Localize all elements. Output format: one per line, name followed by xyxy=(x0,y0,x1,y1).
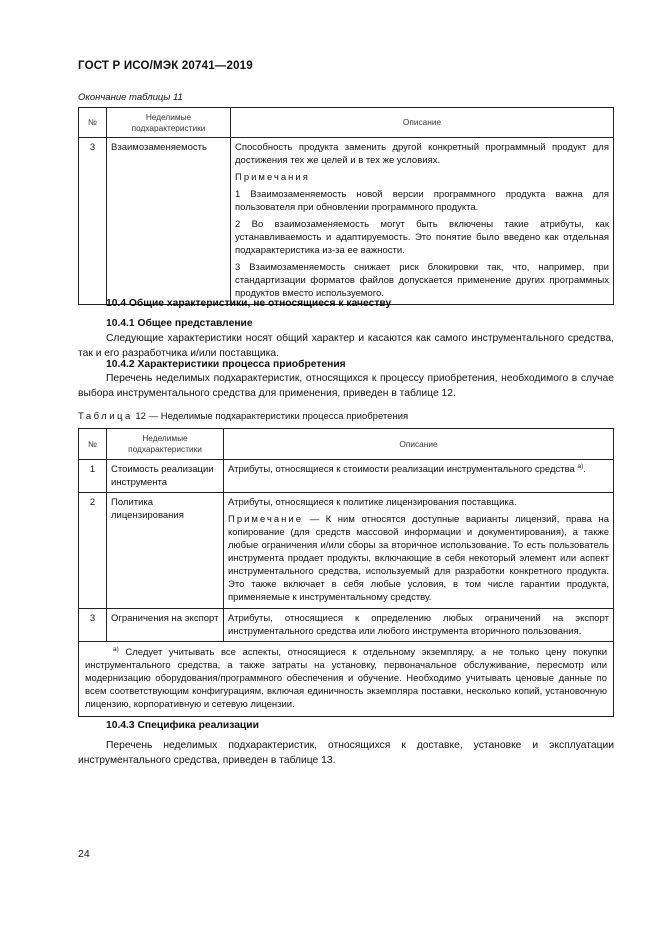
table-footnote xyxy=(79,642,614,717)
table-row xyxy=(79,138,614,305)
table-row xyxy=(79,493,614,609)
note-1: 1 Взаимозаменяемость новой версии программного продукта важна для пользователя при обновлении программного продукта. xyxy=(235,189,609,213)
section-10-4-1-text: Следующие характеристики носят общий характер и касаются как самого инструментального средства, так и его разработчика и/или поставщика. xyxy=(78,333,614,359)
table-12 xyxy=(78,428,614,717)
row-number: 3 xyxy=(79,609,107,642)
table-row xyxy=(79,609,614,642)
column-header-num: № xyxy=(79,429,107,460)
column-header-num: № xyxy=(79,108,107,138)
table12-caption-text: 12 — Неделимые подхарактеристики процесса приобретения xyxy=(135,411,409,422)
section-10-4-title: 10.4 Общие характеристики, не относящиеся к качеству xyxy=(106,298,392,309)
table-row xyxy=(79,460,614,493)
table-footnote-row xyxy=(79,642,614,717)
row-name: Стоимость реализации инструмента xyxy=(107,460,224,493)
note-3: 3 Взаимозаменяемость снижает риск блокировки так, что, например, при стандартизации форматов файлов допускается применение других программных продуктов вместо используемого. xyxy=(235,262,609,299)
row-description-text: Способность продукта заменить другой конкретный программный продукт для достижения тех же целей и в тех же условиях. xyxy=(235,142,609,166)
note-text: — К ним относятся доступные варианты лицензий, права на копирование (для средств массовой информации и документирования), а также любые ограничения и/или сборы за вторичное использование. То есть пользователь инструмента продает продукты, включающие в себя некоторый элемент или аспект инструментального средства, используемый для разработки конкретного продукта. Это также включает в себя любые условия, в том числе гарантии продукта, применяемые к инструментальному средству. xyxy=(228,514,609,603)
row-description-text: Атрибуты, относящиеся к стоимости реализации инструментального средства xyxy=(228,464,575,475)
row-description: Атрибуты, относящиеся к определению любых ограничений на экспорт инструментального средства или любого инструмента вторичного пользования. xyxy=(224,609,614,642)
column-header-description: Описание xyxy=(231,108,614,138)
table12-caption xyxy=(78,411,408,422)
row-name: Ограничения на экспорт xyxy=(107,609,224,642)
row-name: Взаимозаменяемость xyxy=(107,138,231,305)
table12-header-row xyxy=(79,429,614,460)
document-header-code: ГОСТ Р ИСО/МЭК 20741—2019 xyxy=(78,60,253,72)
row-note xyxy=(228,513,609,604)
row-description xyxy=(224,460,614,493)
row-description xyxy=(224,493,614,609)
footnote-ref: а) xyxy=(577,462,584,470)
row-description-text: Атрибуты, относящиеся к политике лицензирования поставщика. xyxy=(228,497,517,508)
column-header-subcharacteristics: Неделимые подхарактеристики xyxy=(107,108,231,138)
row-number: 2 xyxy=(79,493,107,609)
table11-header-row xyxy=(79,108,614,138)
section-10-4-2-title: 10.4.2 Характеристики процесса приобретения xyxy=(106,359,346,370)
section-10-4-2-text: Перечень неделимых подхарактеристик, относящихся к процессу приобретения, необходимого в случае выбора инструментального средства для применения, приведен в таблице 12. xyxy=(78,373,614,399)
page-number: 24 xyxy=(78,848,90,860)
table11-caption: Окончание таблицы 11 xyxy=(78,92,183,103)
column-header-description: Описание xyxy=(224,429,614,460)
note-label: Примечание xyxy=(228,514,303,525)
row-description xyxy=(231,138,614,305)
row-description-tail: . xyxy=(583,464,586,475)
column-header-subcharacteristics: Неделимые подхарактеристики xyxy=(107,429,224,460)
notes-title: Примечания xyxy=(235,172,310,183)
section-10-4-3-title: 10.4.3 Специфика реализации xyxy=(106,720,259,731)
table-11 xyxy=(78,107,614,305)
footnote-text: Следует учитывать все аспекты, относящиеся к отдельному экземпляру, а не только цену покупки инструментального средства, а также затраты на установку, первоначальное обслуживание, пересмотр или модернизацию оборудования/программного обеспечения и обучение. Необходимо учитывать ценовые данные по всем соответствующим конфигурациям, включая единичность экземпляра поставки, несколько копий, установочную лицензию, корпоративную и сетевую лицензии. xyxy=(85,647,608,710)
section-10-4-3-text: Перечень неделимых подхарактеристик, относящихся к доставке, установке и эксплуатации инструментального средства, приведен в таблице 13. xyxy=(78,740,614,766)
row-number: 1 xyxy=(79,460,107,493)
row-name: Политика лицензирования xyxy=(107,493,224,609)
section-10-4-1-title: 10.4.1 Общее представление xyxy=(106,318,253,329)
footnote-mark: а) xyxy=(113,645,119,653)
row-number: 3 xyxy=(79,138,107,305)
table12-caption-prefix: Таблица xyxy=(78,411,133,422)
note-2: 2 Во взаимозаменяемость могут быть включены такие атрибуты, как устанавливаемость и адаптируемость. Это понятие было введено как отдельная подхарактеристика из-за ее важности. xyxy=(235,219,609,256)
